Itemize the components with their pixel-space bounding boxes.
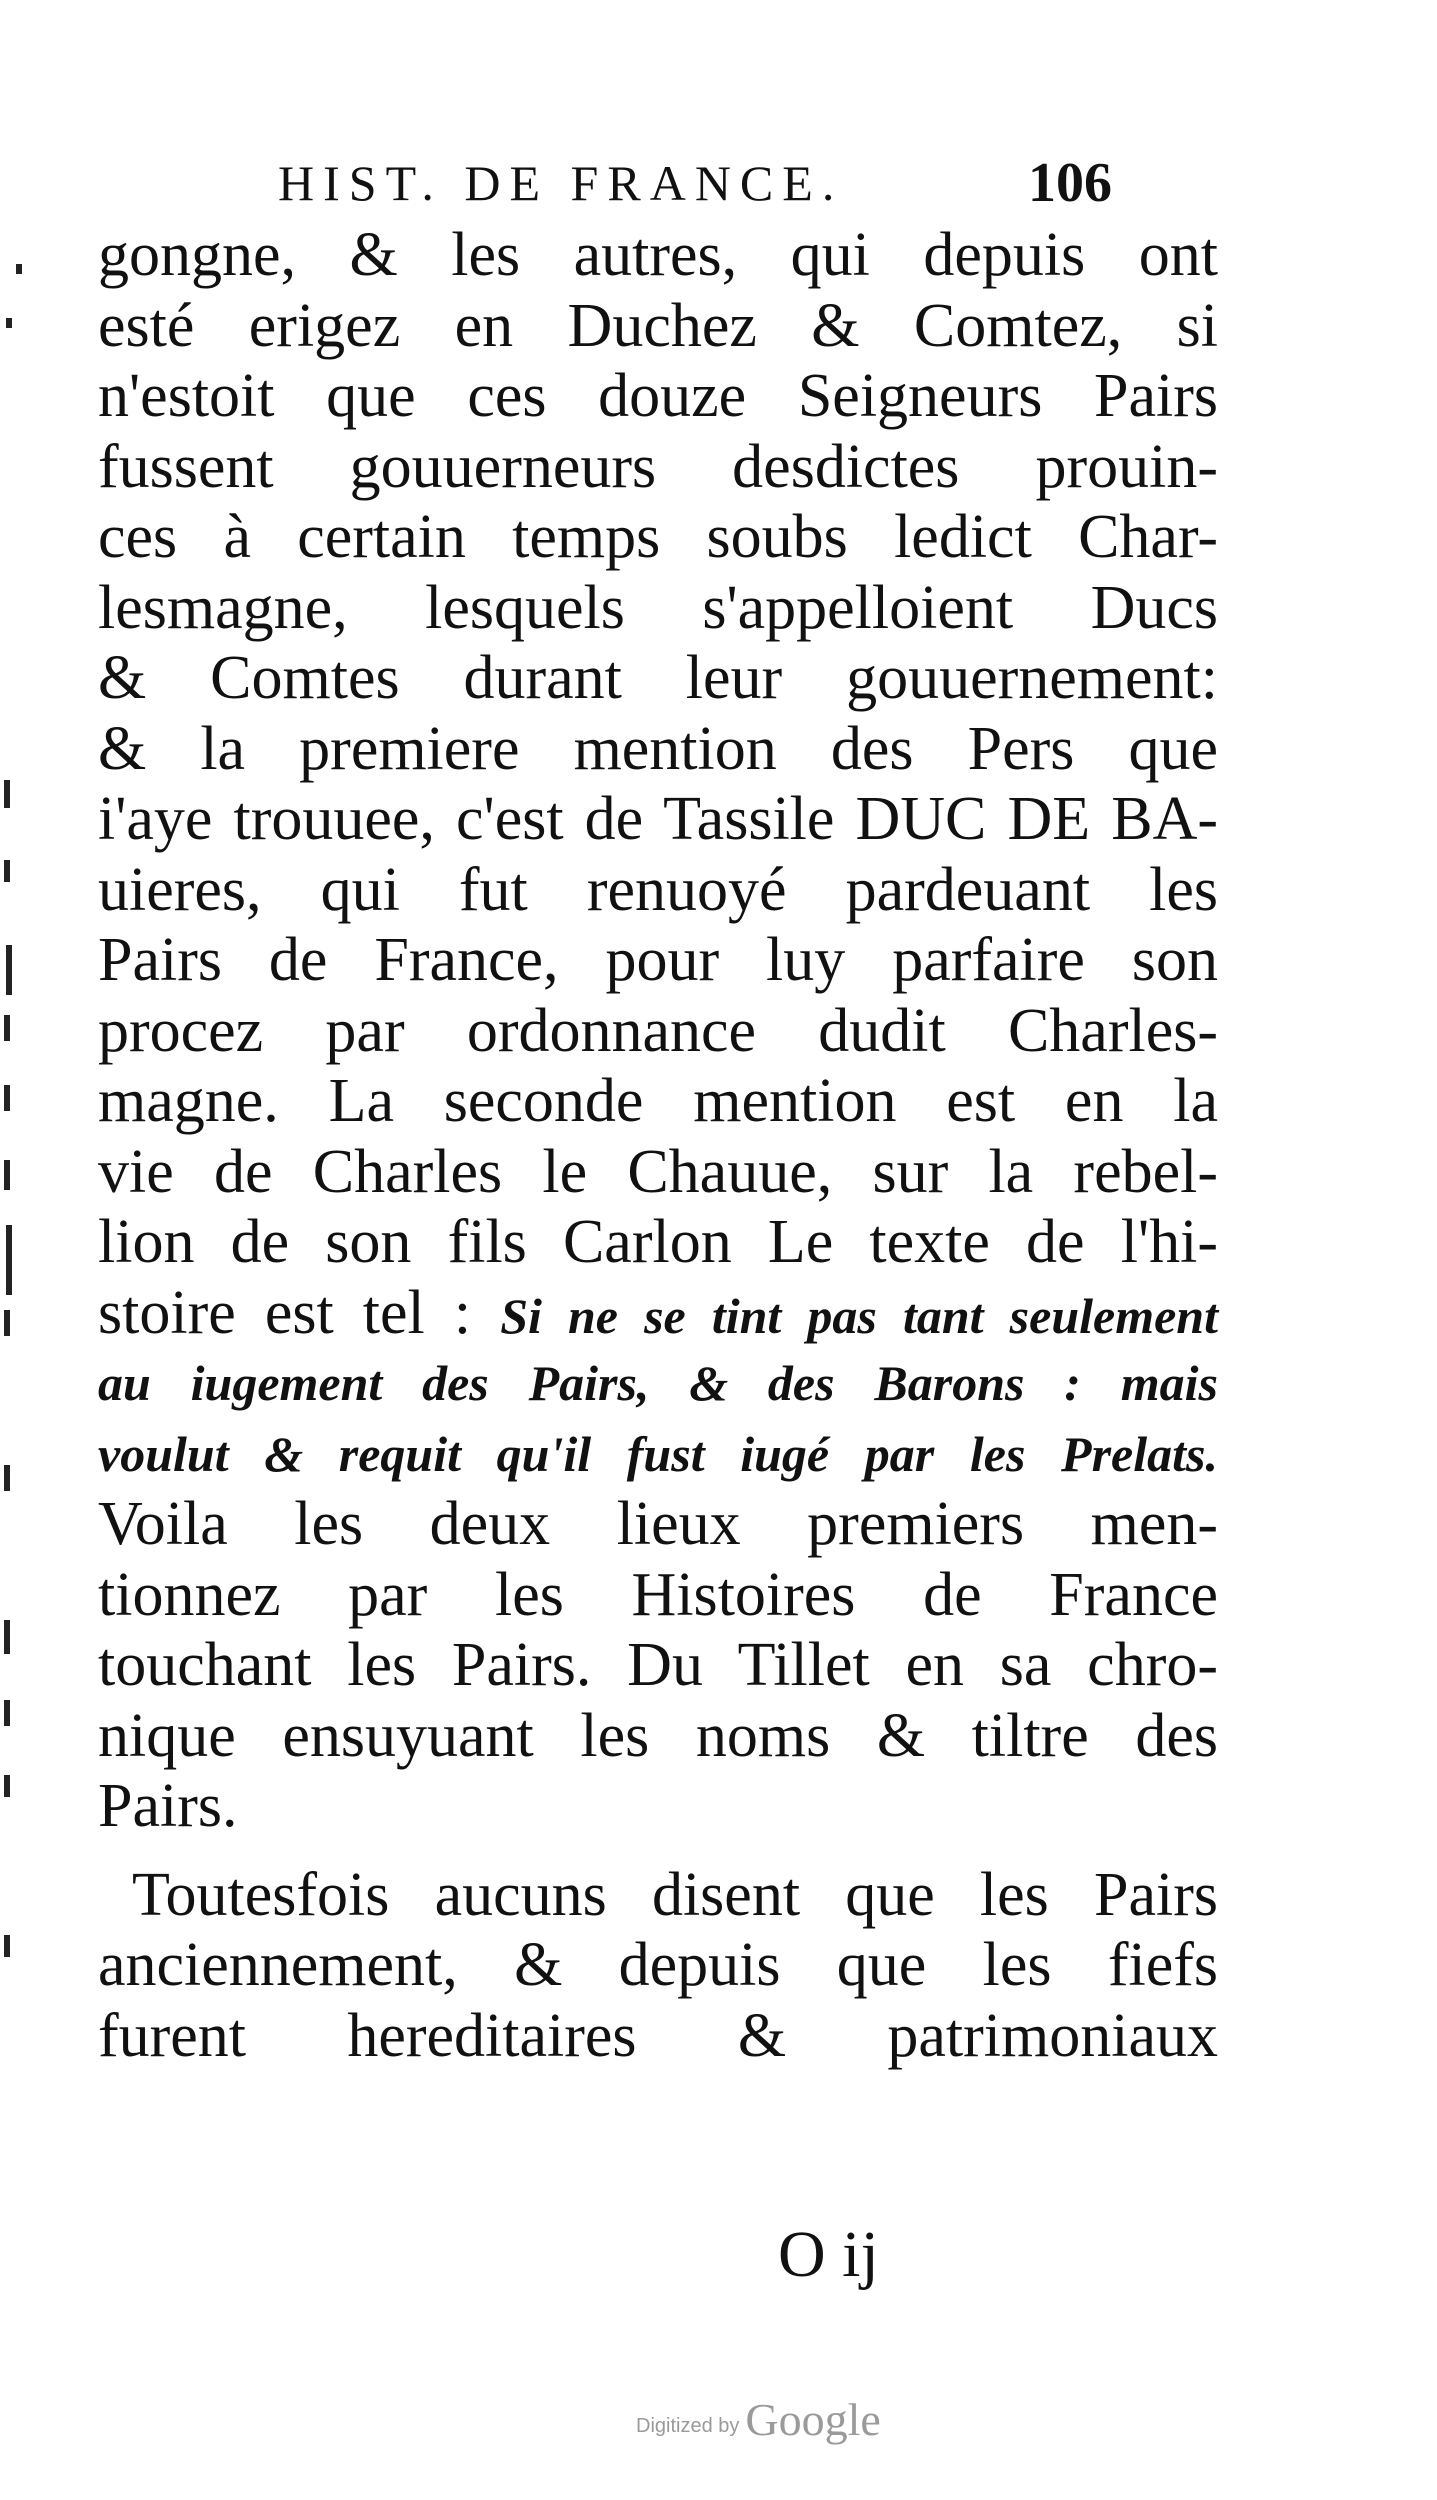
- text-line: touchant les Pairs. Du Tillet en sa chro-: [98, 1631, 1218, 1699]
- google-logo: Google: [745, 2394, 881, 2445]
- margin-mark: [4, 1310, 10, 1336]
- text-line: n'estoit que ces douze Seigneurs Pairs: [98, 362, 1218, 430]
- margin-mark: [4, 1465, 10, 1491]
- running-head: HIST. DE FRANCE.: [278, 155, 844, 211]
- paragraph-gap: [98, 1842, 1218, 1860]
- text-line: nique ensuyuant les noms & tiltre des: [98, 1701, 1218, 1770]
- text-line: & Comtes durant leur gouuernement:: [98, 644, 1218, 712]
- margin-mark: [6, 318, 12, 328]
- italic-line: au iugement des Pairs, & des Barons : mais: [98, 1355, 1218, 1411]
- margin-mark: [4, 1160, 10, 1190]
- text-line: magne. La seconde mention est en la: [98, 1067, 1218, 1135]
- text-line: lesmagne, lesquels s'appelloient Ducs: [98, 573, 1218, 642]
- text-line: Voila les deux lieux premiers men-: [98, 1490, 1218, 1558]
- text-line: procez par ordonnance dudit Charles-: [98, 996, 1218, 1065]
- text-line: ces à certain temps soubs ledict Char-: [98, 503, 1218, 571]
- margin-mark: [4, 860, 10, 882]
- margin-mark: [6, 1225, 12, 1295]
- text-line: vie de Charles le Chauue, sur la rebel-: [98, 1137, 1218, 1206]
- roman-run: stoire est tel :: [98, 1278, 501, 1347]
- page-header: [0, 148, 1437, 218]
- margin-mark: [16, 264, 22, 274]
- margin-mark: [4, 1700, 10, 1726]
- body-text: [98, 220, 1218, 2071]
- text-line: esté erigez en Duchez & Comtez, si: [98, 291, 1218, 360]
- text-line: Pairs de France, pour luy parfaire son: [98, 926, 1218, 994]
- text-line: Pairs.: [98, 1772, 238, 1840]
- paragraph-first-line: Toutesfois aucuns disent que les Pairs: [132, 1860, 1218, 1929]
- margin-mark: [4, 780, 10, 808]
- text-line: tionnez par les Histoires de France: [98, 1560, 1218, 1629]
- margin-mark: [4, 1775, 10, 1797]
- margin-mark: [4, 1620, 10, 1654]
- margin-mark: [6, 945, 12, 995]
- text-line: lion de son fils Carlon Le texte de l'hi-: [98, 1208, 1218, 1276]
- signature-mark: O ij: [778, 2218, 879, 2291]
- digitized-label: Digitized by: [636, 2415, 740, 2437]
- italic-line: voulut & requit qu'il fust iugé par les Prelats.: [98, 1425, 1218, 1482]
- margin-mark: [4, 1015, 10, 1041]
- text-line: & la premiere mention des Pers que: [98, 714, 1218, 783]
- margin-mark: [4, 1935, 10, 1957]
- text-line: uieres, qui fut renuoyé pardeuant les: [98, 855, 1218, 924]
- text-line: anciennement, & depuis que les fiefs: [98, 1931, 1218, 1999]
- text-line-mixed: [98, 1278, 1218, 1349]
- digitized-watermark: [636, 2385, 881, 2445]
- text-line: gongne, & les autres, qui depuis ont: [98, 221, 1218, 289]
- text-line: furent hereditaires & patrimoniaux: [98, 2001, 1218, 2070]
- page-number: 106: [1028, 152, 1112, 214]
- italic-run: Si ne se tint pas tant seulement: [500, 1287, 1218, 1344]
- left-margin-bleed: [0, 0, 40, 2500]
- text-line: fussent gouuerneurs desdictes prouin-: [98, 432, 1218, 501]
- margin-mark: [4, 1085, 10, 1111]
- text-line: i'aye trouuee, c'est de Tassile DUC DE BA-: [98, 785, 1218, 853]
